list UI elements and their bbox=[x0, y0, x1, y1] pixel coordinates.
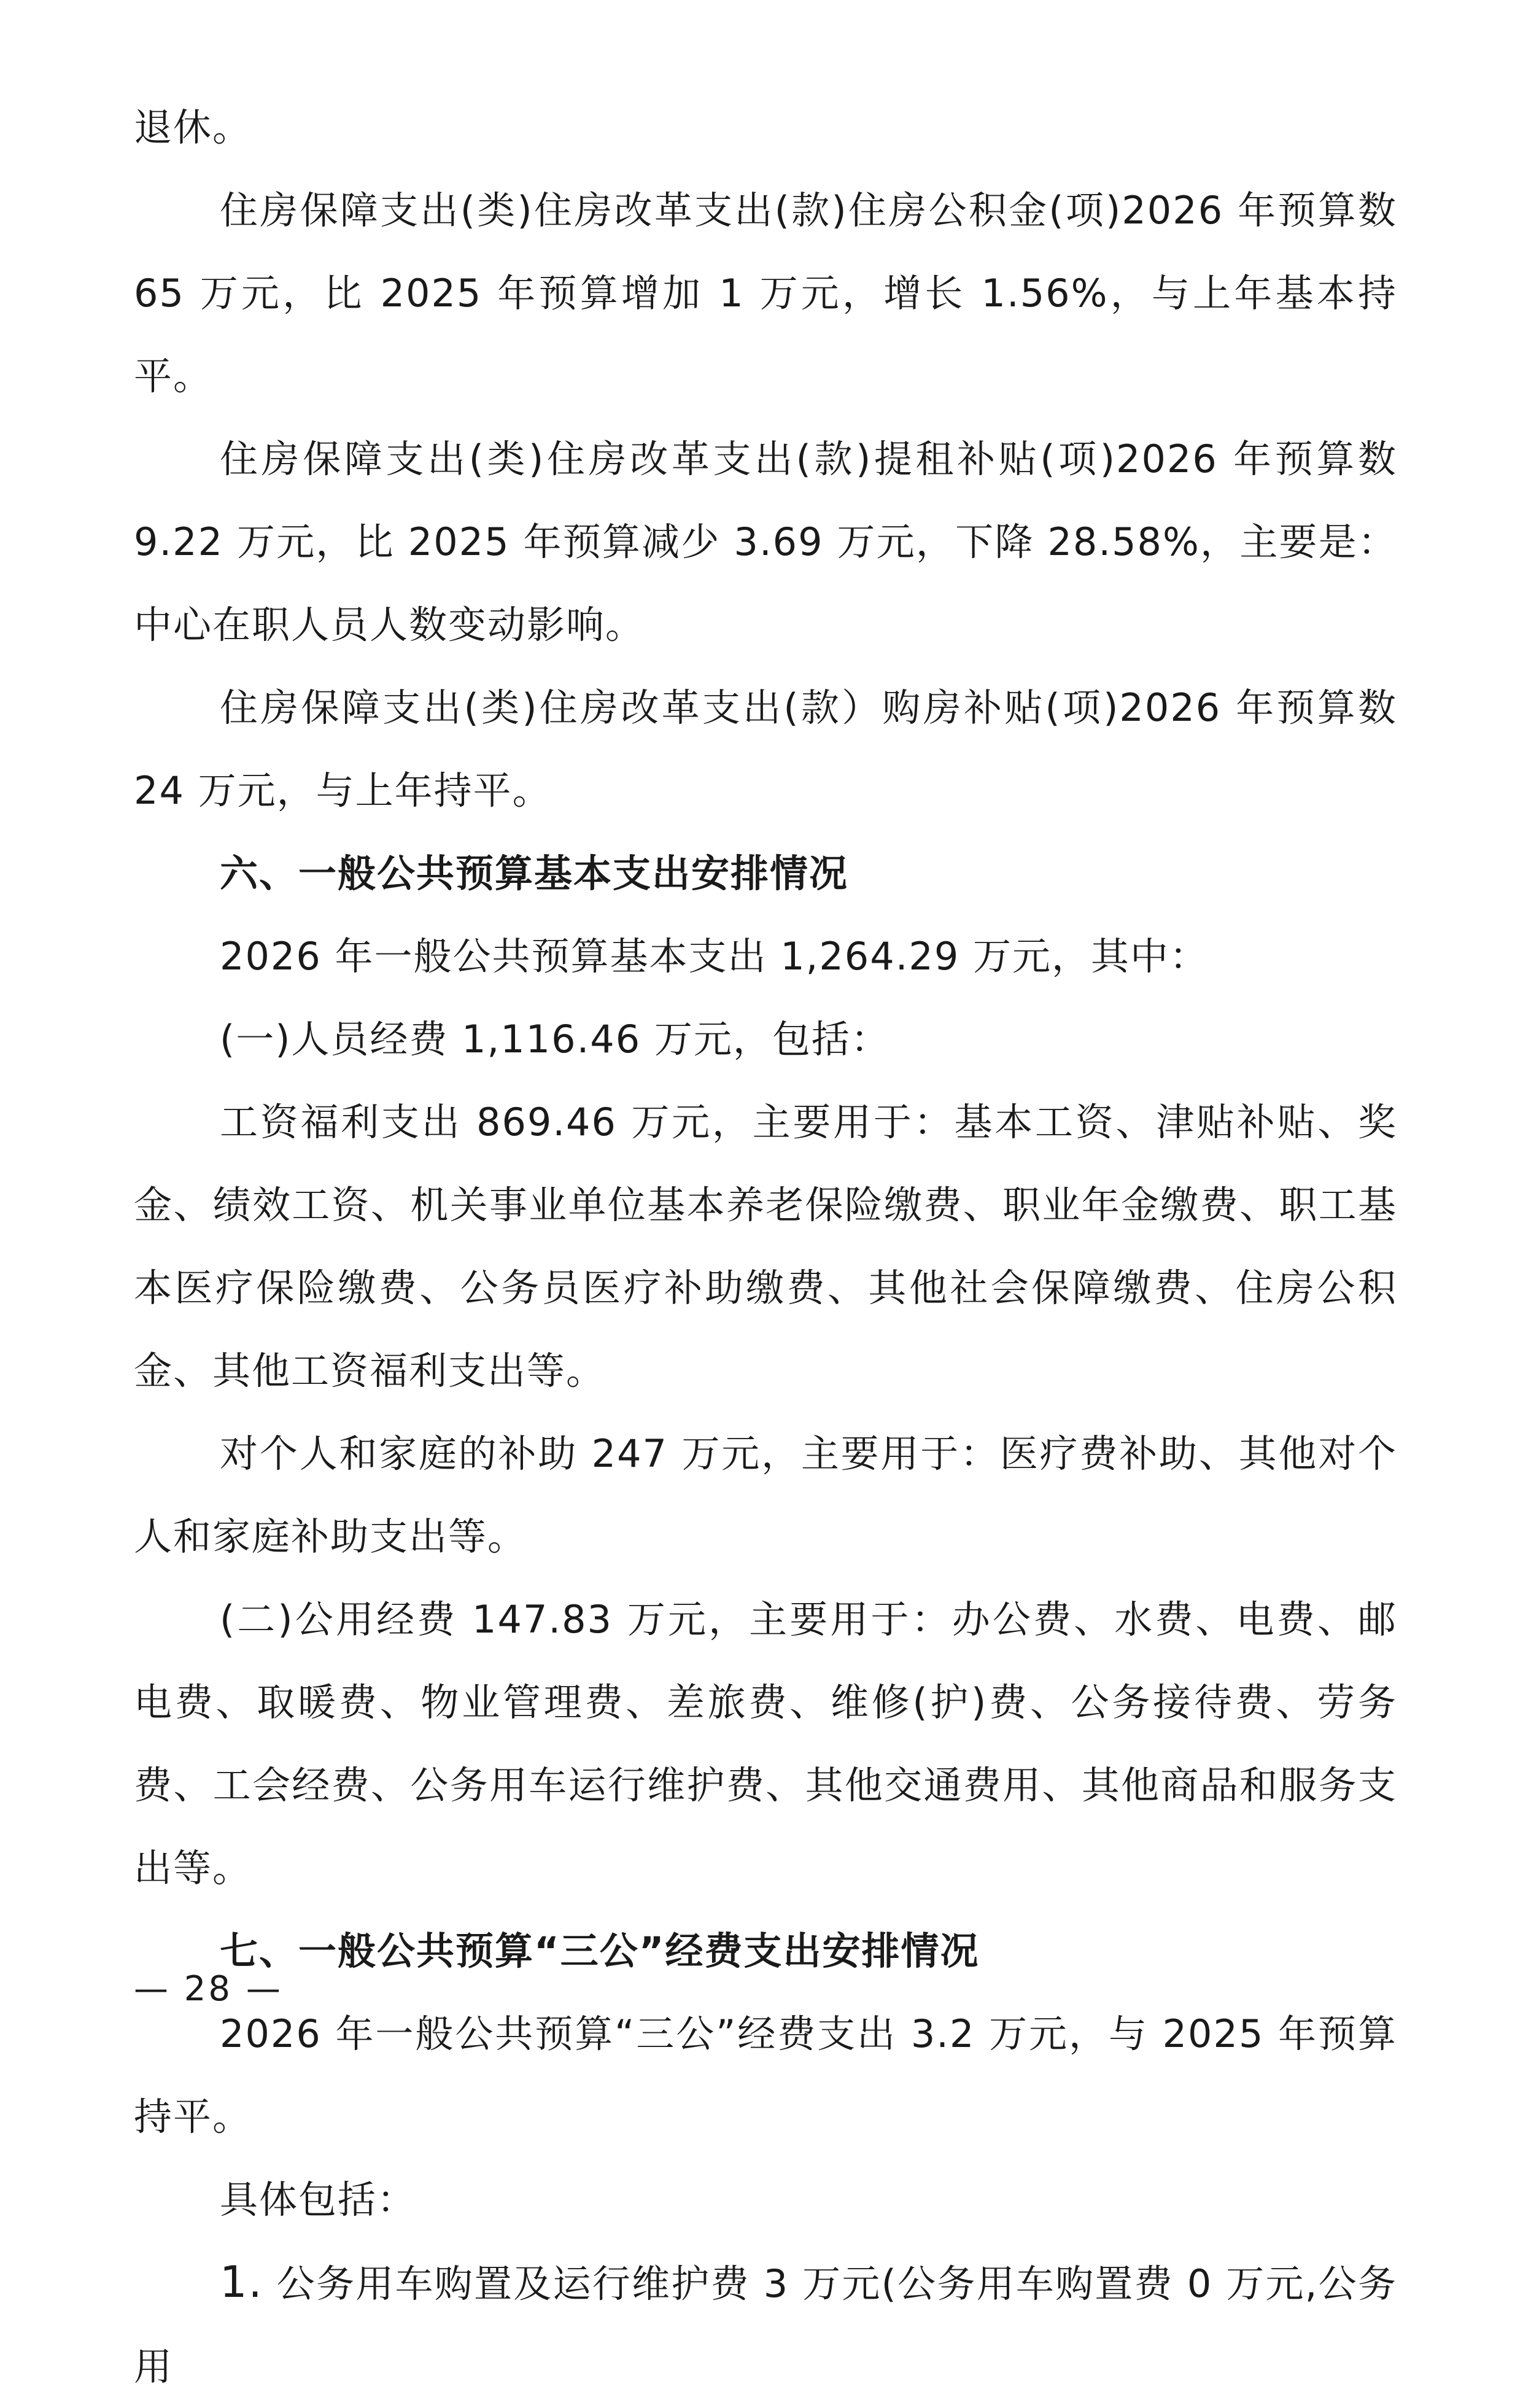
section-heading-6: 六、一般公共预算基本支出安排情况 bbox=[220, 851, 849, 896]
paragraph-three-public: 2026 年一般公共预算“三公”经费支出 3.2 万元，与 2025 年预算持平。 bbox=[134, 2011, 1397, 2139]
section-heading-7: 七、一般公共预算“三公”经费支出安排情况 bbox=[220, 1928, 980, 1973]
paragraph-personnel-costs: (一)人员经费 1,116.46 万元，包括： bbox=[220, 1017, 890, 1062]
paragraph-housing-fund: 住房保障支出(类)住房改革支出(款)住房公积金(项)2026 年预算数 65 万元，比 2025 年预算增加 1 万元，增长 1.56%，与上年基本持平。 bbox=[134, 188, 1397, 398]
document-body bbox=[134, 86, 1397, 2408]
list-item-number: 1. bbox=[220, 2257, 263, 2307]
paragraph-wages-welfare: 工资福利支出 869.46 万元，主要用于：基本工资、津贴补贴、奖金、绩效工资、机关事业单位基本养老保险缴费、职业年金缴费、职工基本医疗保险缴费、公务员医疗补助缴费、其他社会保障缴费、住房公积金、其他工资福利支出等。 bbox=[134, 1100, 1397, 1393]
page-number: — 28 — bbox=[134, 1969, 283, 2009]
paragraph-household-subsidy: 对个人和家庭的补助 247 万元，主要用于：医疗费补助、其他对个人和家庭补助支出等。 bbox=[134, 1431, 1397, 1559]
paragraph-public-costs: (二)公用经费 147.83 万元，主要用于：办公费、水费、电费、邮电费、取暖费、物业管理费、差旅费、维修(护)费、公务接待费、劳务费、工会经费、公务用车运行维护费、其他交通费用、其他商品和服务支出等。 bbox=[134, 1597, 1397, 1890]
list-item-text: 公务用车购置及运行维护费 3 万元(公务用车购置费 0 万元,公务用 bbox=[134, 2261, 1397, 2389]
list-item-1 bbox=[134, 2241, 1397, 2408]
paragraph-specifics: 具体包括： bbox=[220, 2177, 417, 2222]
paragraph-basic-expenditure: 2026 年一般公共预算基本支出 1,264.29 万元，其中： bbox=[220, 934, 1209, 979]
paragraph-rent-subsidy: 住房保障支出(类)住房改革支出(款)提租补贴(项)2026 年预算数 9.22 万元，比 2025 年预算减少 3.69 万元，下降 28.58%，主要是：中心在职人员人数变动影响。 bbox=[134, 437, 1397, 647]
paragraph-purchase-subsidy: 住房保障支出(类)住房改革支出(款）购房补贴(项)2026 年预算数 24 万元，与上年持平。 bbox=[134, 685, 1397, 813]
paragraph-continuation: 退休。 bbox=[134, 105, 252, 150]
